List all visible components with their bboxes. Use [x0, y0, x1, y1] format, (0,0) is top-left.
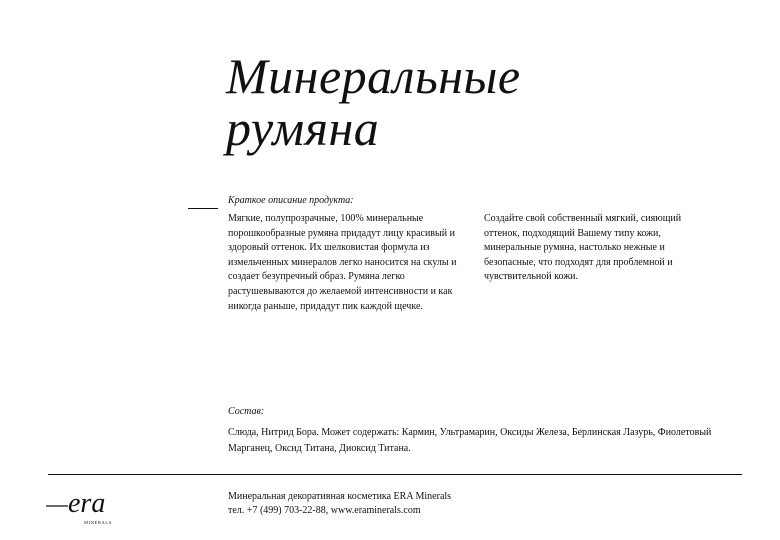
composition-text: Слюда, Нитрид Бора. Может содержать: Кармин, Ультрамарин, Оксиды Железа, Берлинская Лазурь, Фиолетовый Марганец, Оксид Титана, Диоксид Титана. [228, 427, 712, 454]
title-line-1: Минеральные [226, 48, 521, 104]
description-left-column: Мягкие, полупрозрачные, 100% минеральные порошкообразные румяна придадут лицу красивый и здоровый оттенок. Их шелковистая формула из измельченных минералов легко наносится на скулы и создает безупречный образ. Румяна легко растушевываются до желаемой интенсивности и как никогда раньше, придадут пик каждой щечке. [228, 213, 457, 312]
era-minerals-logo [46, 486, 156, 530]
svg-text:era: era [68, 488, 106, 519]
title-line-2: румяна [226, 100, 380, 156]
footer-contacts [228, 490, 451, 518]
svg-text:MINERALS: MINERALS [84, 520, 112, 525]
footer-company-line: Минеральная декоративная косметика ERA Minerals [228, 491, 452, 502]
composition-label: Состав: [228, 406, 265, 417]
description-right-column: Создайте свой собственный мягкий, сияющий оттенок, подходящий Вашему типу кожи, минеральные румяна, настолько нежные и безопасные, что подходят для проблемной и чувствительной кожи. [484, 213, 682, 283]
footer-divider [48, 474, 742, 475]
page-title [226, 50, 746, 154]
footer-contact-line: тел. +7 (499) 703-22-88, www.eraminerals.com [228, 505, 421, 516]
short-divider [188, 208, 218, 209]
description-label: Краткое описание продукта: [228, 195, 354, 206]
